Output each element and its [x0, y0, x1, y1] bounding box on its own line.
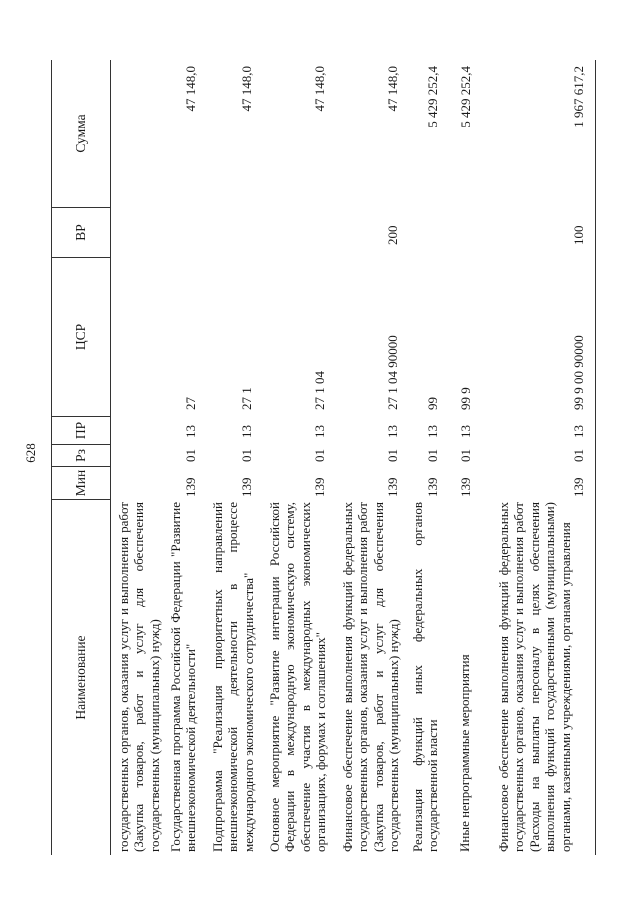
row-rz: 01	[183, 449, 198, 462]
row-rz: 01	[385, 449, 400, 462]
row-vr: 100	[571, 225, 586, 245]
row-name: Финансовое обеспечение выполнения функций федеральных государственных органов, оказания услуг и выполнения работ (Расходы на выплаты персоналу в целях обеспечения выполнения функций государственными (муниципальными) органами, казенными учреждениями, органами управления	[496, 502, 573, 852]
row-min: 139	[183, 477, 198, 497]
row-sum: 5 429 252,4	[425, 66, 440, 128]
row-rz: 01	[571, 449, 586, 462]
row-rz: 01	[312, 449, 327, 462]
table-row	[456, 60, 476, 855]
row-pr: 13	[458, 425, 473, 438]
row-pr: 13	[425, 425, 440, 438]
row-name: Подпрограмма "Реализация приоритетных направлений внешнеэкономической деятельности в процессе международного экономического сотрудничества"	[210, 502, 256, 852]
row-rz: 01	[239, 449, 254, 462]
table-row	[409, 60, 443, 855]
row-csr: 27	[183, 397, 198, 410]
row-pr: 13	[571, 425, 586, 438]
row-pr: 13	[312, 425, 327, 438]
row-name: Реализация функций иных федеральных органов государственной власти	[410, 502, 441, 852]
row-csr: 99 9	[458, 387, 473, 410]
table-row	[209, 60, 257, 855]
table-row	[266, 60, 330, 855]
row-sum: 47 148,0	[312, 66, 327, 112]
row-min: 139	[312, 477, 327, 497]
row-pr: 13	[239, 425, 254, 438]
row-min: 139	[458, 477, 473, 497]
table-header-row	[51, 60, 111, 855]
table-row	[167, 60, 201, 855]
header-rz: Рз	[51, 444, 110, 466]
row-vr: 200	[385, 225, 400, 245]
row-csr: 27 1	[239, 387, 254, 410]
row-name: Государственная программа Российской Федерации "Развитие внешнеэкономической деятельности"	[168, 502, 199, 852]
row-sum: 1 967 617,2	[571, 66, 586, 128]
row-csr: 27 1 04	[312, 371, 327, 410]
row-pr: 13	[183, 425, 198, 438]
table-row	[339, 60, 403, 855]
header-pr: ПР	[51, 416, 110, 444]
header-csr: ЦСР	[51, 257, 110, 416]
budget-table	[51, 60, 596, 855]
row-min: 139	[425, 477, 440, 497]
header-min: Мин	[51, 466, 110, 499]
page-number: 628	[23, 443, 38, 463]
row-name: Финансовое обеспечение выполнения функций федеральных государственных органов, оказания услуг и выполнения работ (Закупка товаров, работ и услуг для обеспечения государственных (муниципальных) нужд)	[340, 502, 402, 852]
row-min: 139	[385, 477, 400, 497]
row-name: Иные непрограммные мероприятия	[457, 654, 472, 852]
row-sum: 47 148,0	[183, 66, 198, 112]
header-name: Наименование	[51, 499, 110, 855]
row-rz: 01	[425, 449, 440, 462]
header-sum: Сумма	[72, 114, 88, 153]
row-name: Основное мероприятие "Развитие интеграции Российской Федерации в международную экономическую систему, обеспечение участия в международных экономических организациях, форумах и соглашениях"	[267, 502, 329, 852]
row-csr: 99 9 00 90000	[571, 335, 586, 410]
row-pr: 13	[385, 425, 400, 438]
header-vr: ВР	[51, 207, 110, 257]
row-sum: 47 148,0	[385, 66, 400, 112]
row-rz: 01	[458, 449, 473, 462]
row-csr: 27 1 04 90000	[385, 335, 400, 410]
row-min: 139	[571, 477, 586, 497]
row-sum: 47 148,0	[239, 66, 254, 112]
table-row	[115, 60, 163, 855]
row-name: государственных органов, оказания услуг и выполнения работ (Закупка товаров, работ и услуг для обеспечения государственных (муниципальных) нужд)	[116, 502, 162, 852]
row-min: 139	[239, 477, 254, 497]
row-sum: 5 429 252,4	[458, 66, 473, 128]
table-row	[495, 60, 589, 855]
row-csr: 99	[425, 397, 440, 410]
